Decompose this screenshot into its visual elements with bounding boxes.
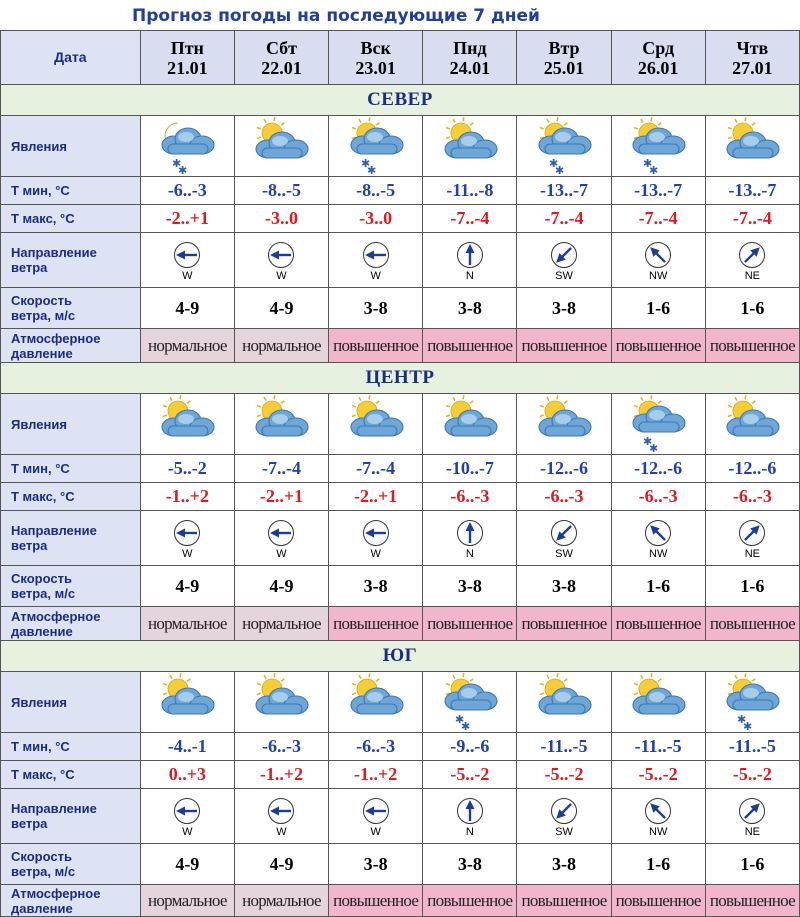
wind-direction-cell xyxy=(329,511,423,566)
compass-icon xyxy=(423,241,516,269)
wind-speed-row xyxy=(1,844,800,885)
weather-cell xyxy=(329,672,423,733)
day-date: 25.01 xyxy=(543,57,585,78)
tmax-label: Т макс, °С xyxy=(1,761,141,789)
tmax-value: -5..-2 xyxy=(423,761,517,789)
pressure-label xyxy=(1,607,141,641)
wind-direction-cell xyxy=(705,789,799,844)
region-name: ЦЕНТР xyxy=(1,363,800,394)
wind-direction-cell xyxy=(234,511,328,566)
pressure-label-line1: Атмосферное xyxy=(11,330,101,346)
weather-cell xyxy=(705,116,799,177)
wind-direction-cell xyxy=(705,511,799,566)
tmin-value: -12..-6 xyxy=(611,455,705,483)
wind-direction-value: NW xyxy=(649,269,668,282)
page-title: Прогноз погоды на последующие 7 дней xyxy=(132,6,540,26)
moon-cloud-snow-icon xyxy=(141,117,234,175)
weather-cell xyxy=(234,394,328,455)
wind-direction-cell xyxy=(329,789,423,844)
weather-cell xyxy=(234,116,328,177)
wind-direction-value: SW xyxy=(555,547,573,560)
sun-cloud-icon xyxy=(612,673,705,731)
day-name: Срд xyxy=(642,37,675,58)
weather-cell xyxy=(705,672,799,733)
wind-speed-label xyxy=(1,288,141,329)
pressure-value: повышенное xyxy=(705,607,799,641)
sun-cloud-icon xyxy=(235,117,328,175)
pressure-value: повышенное xyxy=(611,885,705,917)
wind-direction-label-line1: Направление xyxy=(11,245,97,260)
tmax-value: -2..+1 xyxy=(140,205,234,233)
sun-cloud-icon xyxy=(329,673,422,731)
compass-icon xyxy=(706,797,799,825)
day-header xyxy=(517,31,611,85)
header-row xyxy=(1,31,800,85)
wind-direction-value: N xyxy=(465,269,474,282)
wind-speed-value: 3-8 xyxy=(423,566,517,607)
day-name: Втр xyxy=(548,37,580,58)
region-row xyxy=(1,641,800,672)
svg-text:✱: ✱ xyxy=(360,157,370,170)
svg-text:✱: ✱ xyxy=(643,157,653,170)
wind-direction-value: W xyxy=(276,825,287,838)
day-name: Вск xyxy=(360,37,391,58)
tmax-value: -1..+2 xyxy=(234,761,328,789)
sun-cloud-icon xyxy=(517,395,610,453)
wind-direction-cell xyxy=(517,233,611,288)
wind-direction-label-line1: Направление xyxy=(11,801,97,816)
wind-direction-cell xyxy=(140,233,234,288)
sun-cloud-icon xyxy=(706,395,799,453)
weather-cell xyxy=(423,394,517,455)
wind-speed-row xyxy=(1,288,800,329)
tmin-value: -9..-6 xyxy=(423,733,517,761)
day-date: 24.01 xyxy=(449,57,491,78)
tmin-value: -13..-7 xyxy=(705,177,799,205)
compass-icon xyxy=(235,797,328,825)
wind-direction-label-line2: ветра xyxy=(11,260,48,275)
wind-speed-value: 3-8 xyxy=(517,844,611,885)
tmin-value: -8..-5 xyxy=(234,177,328,205)
tmin-value: -11..-5 xyxy=(517,733,611,761)
phenomena-label: Явления xyxy=(1,116,141,177)
wind-direction-cell xyxy=(329,233,423,288)
wind-speed-label xyxy=(1,844,141,885)
svg-text:✱: ✱ xyxy=(178,164,188,175)
pressure-value: повышенное xyxy=(705,885,799,917)
wind-speed-label-line1: Скорость xyxy=(11,849,72,864)
tmin-value: -6..-3 xyxy=(329,733,423,761)
pressure-value: повышенное xyxy=(517,607,611,641)
wind-direction-cell xyxy=(705,233,799,288)
region-name: СЕВЕР xyxy=(1,85,800,116)
phenomena-label: Явления xyxy=(1,394,141,455)
pressure-value: нормальное xyxy=(234,607,328,641)
sun-cloud-icon xyxy=(141,395,234,453)
day-name: Сбт xyxy=(265,37,298,58)
pressure-value: нормальное xyxy=(234,885,328,917)
region-row xyxy=(1,363,800,394)
day-date: 23.01 xyxy=(355,57,396,78)
wind-speed-value: 3-8 xyxy=(517,566,611,607)
wind-direction-value: W xyxy=(182,269,193,282)
wind-speed-label xyxy=(1,566,141,607)
wind-direction-label xyxy=(1,789,141,844)
region-name: ЮГ xyxy=(1,641,800,672)
wind-speed-value: 4-9 xyxy=(140,844,234,885)
tmin-row xyxy=(1,733,800,761)
day-header xyxy=(234,31,328,85)
tmax-value: -6..-3 xyxy=(517,483,611,511)
phenomena-row xyxy=(1,672,800,733)
tmin-value: -8..-5 xyxy=(329,177,423,205)
forecast-table xyxy=(0,30,800,917)
tmax-row xyxy=(1,761,800,789)
compass-icon xyxy=(423,797,516,825)
wind-direction-value: NE xyxy=(744,825,761,838)
wind-speed-value: 3-8 xyxy=(329,288,423,329)
tmax-value: -2..+1 xyxy=(234,483,328,511)
tmax-value: -6..-3 xyxy=(705,483,799,511)
weather-cell xyxy=(329,116,423,177)
svg-text:✱: ✱ xyxy=(649,164,659,175)
sun-cloud-icon xyxy=(235,395,328,453)
wind-direction-label-line2: ветра xyxy=(11,816,48,831)
pressure-value: повышенное xyxy=(517,885,611,917)
pressure-value: нормальное xyxy=(140,607,234,641)
day-name: Чтв xyxy=(736,37,769,58)
sun-cloud-snow-icon xyxy=(706,673,799,731)
tmax-value: -5..-2 xyxy=(517,761,611,789)
compass-icon xyxy=(141,241,234,269)
wind-speed-label-line2: ветра, м/с xyxy=(11,864,76,879)
wind-direction-value: W xyxy=(182,547,193,560)
compass-icon xyxy=(517,519,610,547)
tmax-value: -7..-4 xyxy=(423,205,517,233)
wind-direction-cell xyxy=(517,789,611,844)
day-date: 27.01 xyxy=(732,57,773,78)
day-header xyxy=(140,31,234,85)
wind-direction-cell xyxy=(423,511,517,566)
tmax-row xyxy=(1,205,800,233)
tmin-value: -13..-7 xyxy=(611,177,705,205)
wind-direction-value: W xyxy=(182,825,193,838)
tmax-value: -1..+2 xyxy=(329,761,423,789)
day-date: 22.01 xyxy=(261,57,302,78)
sun-cloud-snow-icon xyxy=(329,117,422,175)
wind-direction-value: SW xyxy=(555,825,573,838)
day-header xyxy=(705,31,799,85)
sun-cloud-snow-icon xyxy=(517,117,610,175)
svg-text:✱: ✱ xyxy=(555,164,565,175)
wind-direction-value: N xyxy=(465,547,474,560)
phenomena-row xyxy=(1,116,800,177)
wind-direction-label xyxy=(1,233,141,288)
wind-speed-label-line1: Скорость xyxy=(11,293,72,308)
tmax-value: 0..+3 xyxy=(140,761,234,789)
wind-direction-cell xyxy=(423,233,517,288)
tmin-value: -13..-7 xyxy=(517,177,611,205)
weather-cell xyxy=(611,116,705,177)
compass-icon xyxy=(235,519,328,547)
tmax-value: -6..-3 xyxy=(611,483,705,511)
region-row xyxy=(1,85,800,116)
wind-speed-value: 3-8 xyxy=(329,566,423,607)
wind-direction-label xyxy=(1,511,141,566)
weather-cell xyxy=(517,116,611,177)
pressure-label-line2: давление xyxy=(11,900,73,916)
sun-cloud-icon xyxy=(235,673,328,731)
tmin-row xyxy=(1,455,800,483)
tmin-row xyxy=(1,177,800,205)
tmax-value: -6..-3 xyxy=(423,483,517,511)
wind-direction-label-line1: Направление xyxy=(11,523,97,538)
compass-icon xyxy=(423,519,516,547)
wind-direction-row xyxy=(1,511,800,566)
tmax-value: -2..+1 xyxy=(329,483,423,511)
pressure-value: повышенное xyxy=(517,329,611,363)
compass-icon xyxy=(706,519,799,547)
tmin-label: Т мин, °С xyxy=(1,177,141,205)
pressure-row xyxy=(1,607,800,641)
day-header xyxy=(611,31,705,85)
tmin-value: -12..-6 xyxy=(705,455,799,483)
wind-speed-value: 3-8 xyxy=(423,288,517,329)
weather-cell xyxy=(140,116,234,177)
pressure-value: нормальное xyxy=(140,329,234,363)
wind-direction-value: W xyxy=(370,269,381,282)
tmax-value: -7..-4 xyxy=(705,205,799,233)
wind-speed-value: 1-6 xyxy=(705,288,799,329)
wind-direction-cell xyxy=(234,789,328,844)
tmax-value: -3..0 xyxy=(329,205,423,233)
pressure-value: повышенное xyxy=(611,329,705,363)
tmin-value: -11..-5 xyxy=(611,733,705,761)
day-date: 21.01 xyxy=(167,57,208,78)
wind-speed-value: 1-6 xyxy=(705,844,799,885)
sun-cloud-icon xyxy=(329,395,422,453)
tmax-row xyxy=(1,483,800,511)
weather-cell xyxy=(517,672,611,733)
day-date: 26.01 xyxy=(637,57,679,78)
tmin-value: -5..-2 xyxy=(140,455,234,483)
compass-icon xyxy=(141,519,234,547)
wind-direction-value: N xyxy=(465,825,474,838)
weather-cell xyxy=(611,672,705,733)
tmax-label: Т макс, °С xyxy=(1,205,141,233)
pressure-label xyxy=(1,885,141,917)
wind-speed-value: 4-9 xyxy=(140,288,234,329)
svg-text:✱: ✱ xyxy=(743,720,753,731)
wind-speed-value: 3-8 xyxy=(423,844,517,885)
wind-speed-value: 4-9 xyxy=(234,844,328,885)
day-name: Птн xyxy=(170,37,204,58)
wind-speed-value: 4-9 xyxy=(234,566,328,607)
weather-cell xyxy=(234,672,328,733)
pressure-value: повышенное xyxy=(423,607,517,641)
tmax-label: Т макс, °С xyxy=(1,483,141,511)
pressure-value: повышенное xyxy=(329,885,423,917)
wind-direction-value: W xyxy=(276,269,287,282)
day-name: Пнд xyxy=(453,37,487,58)
day-header xyxy=(423,31,517,85)
pressure-row xyxy=(1,329,800,363)
weather-cell xyxy=(705,394,799,455)
wind-direction-value: W xyxy=(370,547,381,560)
tmin-value: -6..-3 xyxy=(234,733,328,761)
svg-text:✱: ✱ xyxy=(460,720,471,731)
compass-icon xyxy=(612,519,705,547)
day-header xyxy=(329,31,423,85)
tmin-value: -7..-4 xyxy=(329,455,423,483)
pressure-value: повышенное xyxy=(329,329,423,363)
wind-direction-cell xyxy=(611,233,705,288)
wind-speed-value: 3-8 xyxy=(329,844,423,885)
wind-direction-cell xyxy=(140,789,234,844)
tmin-value: -12..-6 xyxy=(517,455,611,483)
tmax-value: -5..-2 xyxy=(611,761,705,789)
tmin-value: -11..-5 xyxy=(705,733,799,761)
svg-text:✱: ✱ xyxy=(366,164,376,175)
sun-cloud-snow-icon xyxy=(612,395,705,453)
wind-direction-value: NW xyxy=(649,825,668,838)
pressure-value: повышенное xyxy=(329,607,423,641)
sun-cloud-icon xyxy=(517,673,610,731)
wind-direction-cell xyxy=(234,233,328,288)
compass-icon xyxy=(517,241,610,269)
weather-cell xyxy=(140,672,234,733)
wind-direction-value: W xyxy=(370,825,381,838)
weather-cell xyxy=(140,394,234,455)
wind-speed-row xyxy=(1,566,800,607)
pressure-value: повышенное xyxy=(705,329,799,363)
tmin-value: -7..-4 xyxy=(234,455,328,483)
wind-speed-value: 3-8 xyxy=(517,288,611,329)
phenomena-label: Явления xyxy=(1,672,141,733)
compass-icon xyxy=(329,519,422,547)
wind-speed-value: 1-6 xyxy=(611,288,705,329)
weather-cell xyxy=(329,394,423,455)
pressure-label xyxy=(1,329,141,363)
weather-cell xyxy=(423,672,517,733)
wind-direction-value: W xyxy=(276,547,287,560)
wind-speed-value: 1-6 xyxy=(611,844,705,885)
tmin-label: Т мин, °С xyxy=(1,733,141,761)
wind-direction-cell xyxy=(611,511,705,566)
compass-icon xyxy=(612,797,705,825)
phenomena-row xyxy=(1,394,800,455)
svg-text:✱: ✱ xyxy=(649,442,659,453)
weather-cell xyxy=(517,394,611,455)
tmin-value: -11..-8 xyxy=(423,177,517,205)
wind-direction-cell xyxy=(423,789,517,844)
sun-cloud-icon xyxy=(706,117,799,175)
svg-text:✱: ✱ xyxy=(643,435,653,448)
tmin-label: Т мин, °С xyxy=(1,455,141,483)
svg-text:✱: ✱ xyxy=(549,157,559,170)
svg-text:✱: ✱ xyxy=(454,713,465,726)
tmin-value: -10..-7 xyxy=(423,455,517,483)
weather-cell xyxy=(423,116,517,177)
wind-direction-cell xyxy=(611,789,705,844)
tmax-value: -7..-4 xyxy=(517,205,611,233)
sun-cloud-icon xyxy=(423,395,516,453)
pressure-value: нормальное xyxy=(140,885,234,917)
wind-speed-value: 1-6 xyxy=(705,566,799,607)
sun-cloud-snow-icon xyxy=(423,673,516,731)
wind-speed-label-line2: ветра, м/с xyxy=(11,308,76,323)
wind-direction-value: NE xyxy=(744,269,761,282)
tmax-value: -5..-2 xyxy=(705,761,799,789)
wind-direction-cell xyxy=(517,511,611,566)
tmin-value: -6..-3 xyxy=(140,177,234,205)
svg-text:✱: ✱ xyxy=(172,157,182,170)
wind-direction-row xyxy=(1,789,800,844)
wind-speed-value: 4-9 xyxy=(140,566,234,607)
pressure-value: повышенное xyxy=(611,607,705,641)
wind-direction-value: SW xyxy=(555,269,573,282)
wind-speed-value: 4-9 xyxy=(234,288,328,329)
tmax-value: -7..-4 xyxy=(611,205,705,233)
wind-direction-cell xyxy=(140,511,234,566)
sun-cloud-snow-icon xyxy=(612,117,705,175)
pressure-label-line1: Атмосферное xyxy=(11,885,101,901)
svg-text:✱: ✱ xyxy=(737,713,747,726)
tmax-value: -1..+2 xyxy=(140,483,234,511)
compass-icon xyxy=(141,797,234,825)
compass-icon xyxy=(235,241,328,269)
wind-direction-value: NE xyxy=(744,547,761,560)
pressure-value: повышенное xyxy=(423,885,517,917)
sun-cloud-icon xyxy=(141,673,234,731)
compass-icon xyxy=(612,241,705,269)
wind-speed-label-line2: ветра, м/с xyxy=(11,586,76,601)
wind-speed-label-line1: Скорость xyxy=(11,571,72,586)
wind-direction-label-line2: ветра xyxy=(11,538,48,553)
tmax-value: -3..0 xyxy=(234,205,328,233)
pressure-value: нормальное xyxy=(234,329,328,363)
tmin-value: -4..-1 xyxy=(140,733,234,761)
wind-direction-row xyxy=(1,233,800,288)
pressure-row xyxy=(1,885,800,917)
compass-icon xyxy=(329,797,422,825)
pressure-label-line1: Атмосферное xyxy=(11,608,101,624)
compass-icon xyxy=(517,797,610,825)
date-header-label: Дата xyxy=(1,31,141,85)
sun-cloud-icon xyxy=(423,117,516,175)
wind-speed-value: 1-6 xyxy=(611,566,705,607)
pressure-value: повышенное xyxy=(423,329,517,363)
pressure-label-line2: давление xyxy=(11,623,73,639)
compass-icon xyxy=(706,241,799,269)
pressure-label-line2: давление xyxy=(11,345,73,361)
weather-cell xyxy=(611,394,705,455)
compass-icon xyxy=(329,241,422,269)
wind-direction-value: NW xyxy=(649,547,668,560)
